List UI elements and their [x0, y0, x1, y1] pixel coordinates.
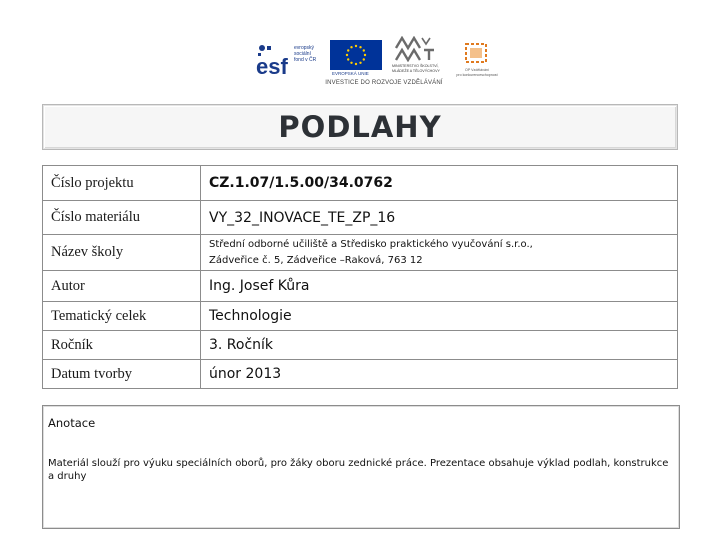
label-cislo-materialu: Číslo materiálu [43, 201, 201, 235]
esf-caption-3: fond v ČR [294, 57, 317, 63]
msmt-line-2: MLÁDEŽE A TĚLOVÝCHOVY [392, 69, 440, 73]
esf-caption-2: sociální [294, 51, 311, 57]
anotace-label: Anotace [48, 416, 96, 430]
investice-tagline: INVESTICE DO ROZVOJE VZDĚLÁVÁNÍ [325, 80, 443, 86]
value-datum-tvorby: únor 2013 [201, 360, 678, 389]
msmt-mark-icon [392, 36, 452, 62]
table-row [43, 331, 678, 360]
title-box [42, 104, 678, 150]
op-vk-caption-1: OP Vzdělávání [465, 68, 489, 72]
label-rocnik: Ročník [43, 331, 201, 360]
value-rocnik: 3. Ročník [201, 331, 678, 360]
label-cislo-projektu: Číslo projektu [43, 166, 201, 201]
eu-star-icon [355, 45, 357, 47]
label-autor: Autor [43, 271, 201, 302]
eu-star-icon [363, 58, 365, 60]
value-nazev-skoly [201, 235, 678, 271]
label-datum-tvorby: Datum tvorby [43, 360, 201, 389]
table-row [43, 360, 678, 389]
table-row [43, 302, 678, 331]
table-row [43, 271, 678, 302]
page-title: PODLAHY [278, 110, 442, 144]
eu-star-icon [355, 63, 357, 65]
eu-star-icon [346, 54, 348, 56]
op-vk-mark-icon [454, 38, 500, 68]
eu-star-icon [350, 46, 352, 48]
project-info-table [42, 165, 678, 389]
eu-star-icon [359, 62, 361, 64]
op-vk-logo [454, 38, 500, 82]
logo-banner [248, 36, 500, 88]
msmt-logo [392, 36, 452, 80]
eu-star-icon [347, 58, 349, 60]
eu-caption: EVROPSKÁ UNIE [332, 71, 369, 76]
school-name-line-2: Zádveřice č. 5, Zádveřice –Raková, 763 12 [209, 254, 423, 266]
table-row [43, 166, 678, 201]
table-row [43, 235, 678, 271]
value-cislo-materialu: VY_32_INOVACE_TE_ZP_16 [201, 201, 678, 235]
label-tematicky-celek: Tematický celek [43, 302, 201, 331]
eu-star-icon [359, 46, 361, 48]
school-name-line-1: Střední odborné učiliště a Středisko praktického vyučování s.r.o., [209, 238, 533, 250]
eu-star-icon [347, 49, 349, 51]
anotace-box [42, 405, 680, 529]
msmt-line-1: MINISTERSTVO ŠKOLSTVÍ, [392, 64, 439, 68]
value-cislo-projektu: CZ.1.07/1.5.00/34.0762 [201, 166, 678, 201]
esf-letters: esf [256, 54, 288, 78]
eu-star-icon [364, 54, 366, 56]
eu-star-icon [350, 62, 352, 64]
eu-logo [330, 40, 382, 78]
value-autor: Ing. Josef Kůra [201, 271, 678, 302]
eu-star-icon [363, 49, 365, 51]
eu-flag-icon [330, 40, 382, 70]
esf-logo [254, 40, 322, 78]
value-tematicky-celek: Technologie [201, 302, 678, 331]
esf-caption-1: evropský [294, 45, 315, 51]
label-nazev-skoly: Název školy [43, 235, 201, 271]
op-vk-caption-2: pro konkurenceschopnost [456, 73, 498, 77]
anotace-text: Materiál slouží pro výuku speciálních oborů, pro žáky oboru zednické práce. Prezentace obsahuje výklad podlah, konstrukce a druhy [48, 458, 669, 482]
table-row [43, 201, 678, 235]
